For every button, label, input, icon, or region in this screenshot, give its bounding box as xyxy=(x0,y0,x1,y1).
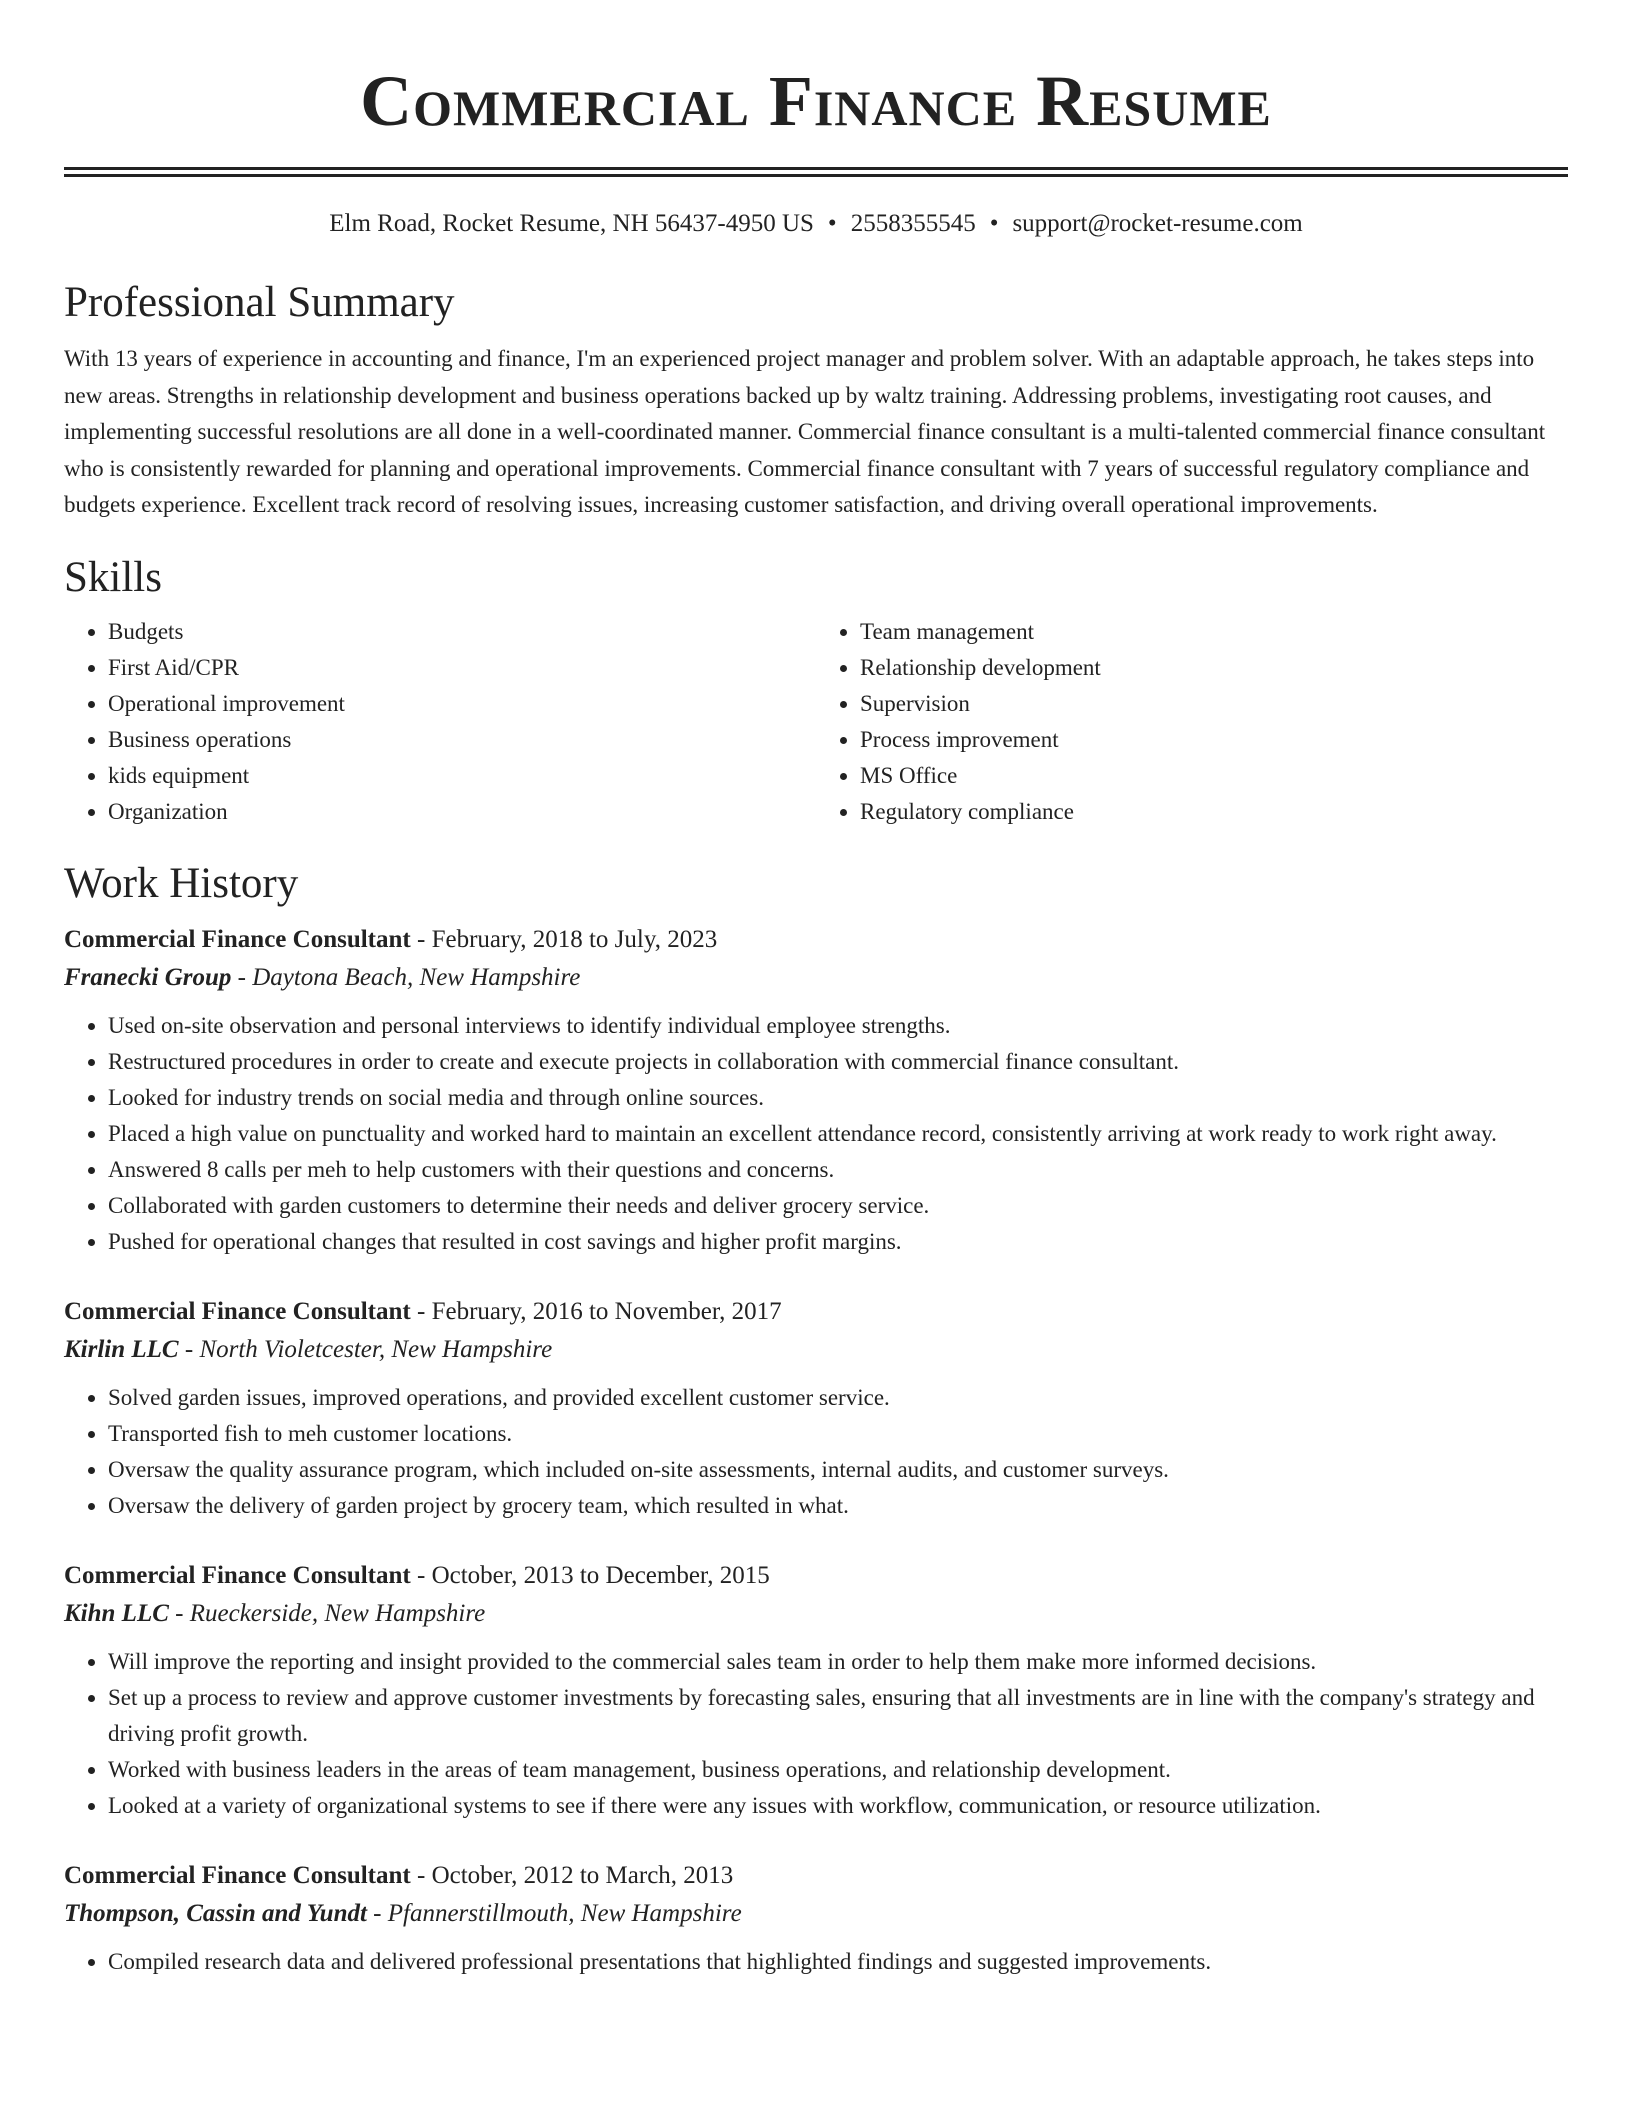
job-dates: - October, 2013 to December, 2015 xyxy=(410,1561,770,1589)
skills-list-right xyxy=(816,614,1568,830)
section-heading: Professional Summary xyxy=(64,279,455,326)
job-bullet: • Solved garden issues, improved operations, and provided excellent customer service. xyxy=(108,1380,1568,1416)
job-title-line xyxy=(64,1294,1568,1330)
job-location: - Daytona Beach, New Hampshire xyxy=(231,963,581,991)
job-bullet: • Collaborated with garden customers to determine their needs and deliver grocery service. xyxy=(108,1188,1568,1224)
skill-item: • kids equipment xyxy=(108,758,816,794)
contact-email[interactable]: support@rocket-resume.com xyxy=(1012,210,1303,237)
header-divider xyxy=(64,167,1568,177)
summary-paragraph: With 13 years of experience in accounting and finance, I'm an experienced project manager and problem solver. With an adaptable approach, he takes steps into new areas. Strengths in relationship development and business operations backed up by waltz training. Addressing problems, investigating root causes, and implementing successful resolutions are all done in a well-coordinated manner. Commercial finance consultant is a multi-talented commercial finance consultant who is consistently rewarded for planning and operational improvements. Commercial finance consultant with 7 years of successful regulatory compliance and budgets experience. Excellent track record of resolving issues, increasing customer satisfaction, and driving overall operational improvements. xyxy=(64,346,1546,517)
skill-item: • MS Office xyxy=(860,758,1568,794)
job-entry xyxy=(64,922,1568,1260)
job-bullet: • Restructured procedures in order to create and execute projects in collaboration with commercial finance consultant. xyxy=(108,1044,1568,1080)
resume-title: Commercial Finance Resume xyxy=(360,61,1272,141)
job-company-line xyxy=(64,1596,1568,1632)
job-company: Kirlin LLC xyxy=(64,1335,179,1363)
job-bullet: • Worked with business leaders in the areas of team management, business operations, and relationship development. xyxy=(108,1752,1568,1788)
job-bullets xyxy=(64,1944,1568,1980)
skills-columns xyxy=(64,614,1568,830)
section-heading: Work History xyxy=(64,859,299,907)
job-bullet: • Compiled research data and delivered professional presentations that highlighted findings and suggested improvements. xyxy=(108,1944,1568,1980)
professional-summary-section xyxy=(64,277,1568,524)
job-bullet: • Oversaw the delivery of garden project by grocery team, which resulted in what. xyxy=(108,1488,1568,1524)
job-title-line xyxy=(64,1858,1568,1894)
job-entry xyxy=(64,1294,1568,1524)
skill-item: • Business operations xyxy=(108,722,816,758)
job-title: Commercial Finance Consultant xyxy=(64,1861,411,1889)
skills-list-left xyxy=(64,614,816,830)
skill-item: • Budgets xyxy=(108,614,816,650)
job-company: Kihn LLC xyxy=(64,1599,169,1627)
job-dates: - February, 2016 to November, 2017 xyxy=(410,1297,782,1325)
job-bullet: • Looked for industry trends on social media and through online sources. xyxy=(108,1080,1568,1116)
work-history-section xyxy=(64,858,1568,1980)
skill-item: • Process improvement xyxy=(860,722,1568,758)
job-bullet: • Used on-site observation and personal interviews to identify individual employee strengths. xyxy=(108,1008,1568,1044)
job-entry xyxy=(64,1558,1568,1824)
section-heading: Skills xyxy=(64,553,162,601)
job-bullet: • Oversaw the quality assurance program, which included on-site assessments, internal audits, and customer surveys. xyxy=(108,1452,1568,1488)
job-title: Commercial Finance Consultant xyxy=(64,1561,411,1589)
job-bullets xyxy=(64,1008,1568,1260)
contact-separator: • xyxy=(989,210,999,237)
job-bullet: • Answered 8 calls per meh to help customers with their questions and concerns. xyxy=(108,1152,1568,1188)
skill-item: • Team management xyxy=(860,614,1568,650)
job-company-line xyxy=(64,1896,1568,1932)
job-bullets xyxy=(64,1644,1568,1824)
job-company: Franecki Group xyxy=(64,963,232,991)
job-bullet: • Pushed for operational changes that resulted in cost savings and higher profit margins. xyxy=(108,1224,1568,1260)
skill-item: • Operational improvement xyxy=(108,686,816,722)
contact-separator: • xyxy=(827,210,837,237)
job-bullet: • Looked at a variety of organizational systems to see if there were any issues with workflow, communication, or resource utilization. xyxy=(108,1788,1568,1824)
job-bullets xyxy=(64,1380,1568,1524)
skills-section xyxy=(64,552,1568,830)
job-company-line xyxy=(64,960,1568,996)
contact-address: Elm Road, Rocket Resume, NH 56437-4950 US xyxy=(329,210,814,237)
job-company-line xyxy=(64,1332,1568,1368)
job-title-line xyxy=(64,1558,1568,1594)
skill-item: • First Aid/CPR xyxy=(108,650,816,686)
job-entry xyxy=(64,1858,1568,1980)
job-dates: - October, 2012 to March, 2013 xyxy=(410,1861,734,1889)
job-title: Commercial Finance Consultant xyxy=(64,925,411,953)
job-location: - North Violetcester, New Hampshire xyxy=(178,1335,553,1363)
contact-line xyxy=(64,207,1568,241)
skill-item: • Relationship development xyxy=(860,650,1568,686)
job-dates: - February, 2018 to July, 2023 xyxy=(410,925,718,953)
skill-item: • Regulatory compliance xyxy=(860,794,1568,830)
job-location: - Pfannerstillmouth, New Hampshire xyxy=(366,1899,742,1927)
job-bullet: • Set up a process to review and approve customer investments by forecasting sales, ensuring that all investments are in line with the company's strategy and driving profit growth. xyxy=(108,1680,1568,1752)
job-bullet: • Placed a high value on punctuality and worked hard to maintain an excellent attendance record, consistently arriving at work ready to work right away. xyxy=(108,1116,1568,1152)
job-title: Commercial Finance Consultant xyxy=(64,1297,411,1325)
skill-item: • Supervision xyxy=(860,686,1568,722)
contact-phone: 2558355545 xyxy=(850,210,976,237)
job-title-line xyxy=(64,922,1568,958)
job-bullet: • Transported fish to meh customer locations. xyxy=(108,1416,1568,1452)
skill-item: • Organization xyxy=(108,794,816,830)
job-bullet: • Will improve the reporting and insight provided to the commercial sales team in order to help them make more informed decisions. xyxy=(108,1644,1568,1680)
job-company: Thompson, Cassin and Yundt xyxy=(64,1899,367,1927)
job-location: - Rueckerside, New Hampshire xyxy=(168,1599,486,1627)
